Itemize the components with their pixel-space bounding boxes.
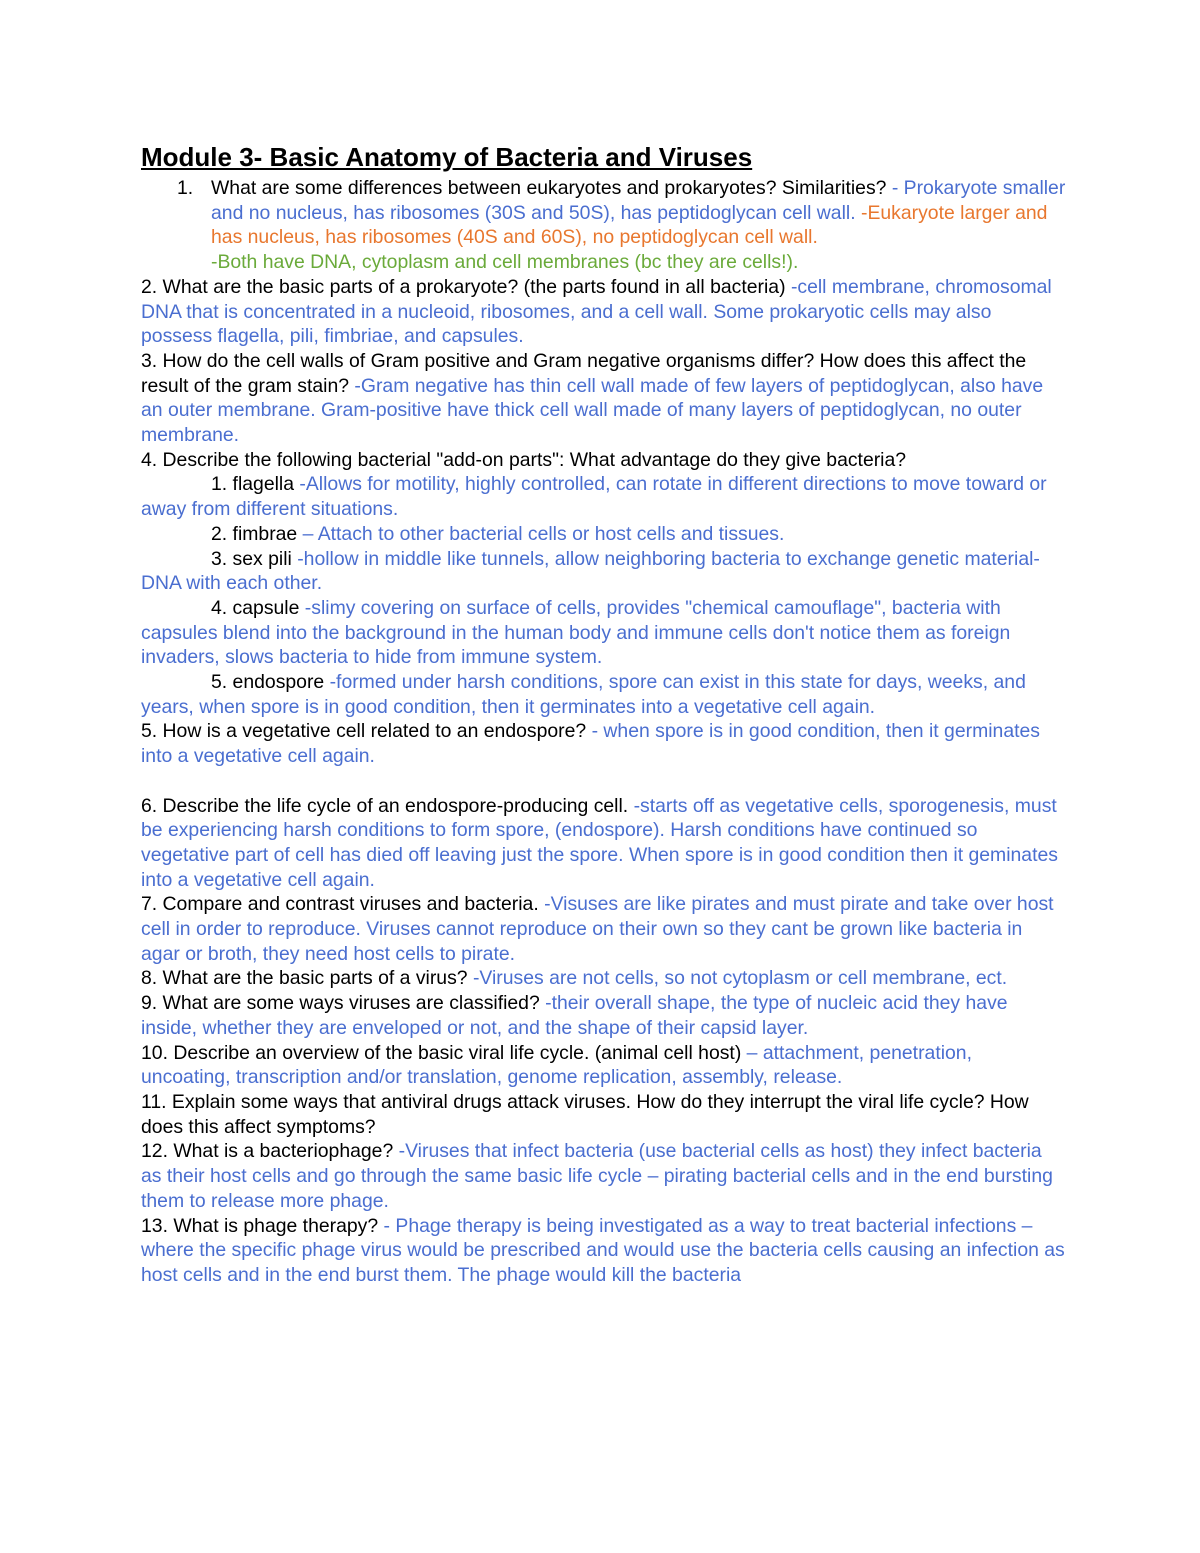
question-12 bbox=[141, 1139, 1066, 1213]
question-1-number: 1. bbox=[177, 177, 194, 199]
question-7 bbox=[141, 892, 1066, 966]
question-4-text: 4. Describe the following bacterial "add-on parts": What advantage do they give bacteria? bbox=[141, 448, 907, 471]
addon-part-capsule bbox=[141, 596, 1066, 670]
question-7-answer: -Visuses are like pirates and must pirate and take over host cell in order to reproduce. Viruses cannot reproduce on their own so they cant be grown like bacteria in agar or broth, they need host cells to pirate. bbox=[141, 893, 1054, 965]
question-5 bbox=[141, 719, 1066, 768]
question-2-answer: -cell membrane, chromosomal DNA that is concentrated in a nucleoid, ribosomes, and a cell wall. Some prokaryotic cells may also possess flagella, pili, fimbriae, and capsules. bbox=[141, 275, 1052, 348]
question-9 bbox=[141, 991, 1066, 1040]
question-9-text: 9. What are some ways viruses are classified? bbox=[141, 992, 546, 1015]
question-11 bbox=[141, 1090, 1066, 1139]
question-1 bbox=[141, 176, 1066, 275]
question-12-answer: -Viruses that infect bacteria (use bacterial cells as host) they infect bacteria as their host cells and go through the same basic life cycle – pirating bacterial cells and in the end bursting them to release more phage. bbox=[141, 1140, 1053, 1212]
question-8-text: 8. What are the basic parts of a virus? bbox=[141, 967, 473, 990]
question-3-answer: -Gram negative has thin cell wall made of few layers of peptidoglycan, also have an outer membrane. Gram-positive have thick cell wall made of many layers of peptidoglycan, no outer membrane. bbox=[141, 374, 1044, 447]
blank-line bbox=[141, 769, 1066, 794]
question-6 bbox=[141, 794, 1066, 893]
question-3 bbox=[141, 349, 1066, 448]
question-1-answer-similarities: -Both have DNA, cytoplasm and cell membranes (bc they are cells!). bbox=[211, 251, 799, 274]
question-4 bbox=[141, 448, 1066, 473]
addon-part-answer: -hollow in middle like tunnels, allow neighboring bacteria to exchange genetic material-DNA with each other. bbox=[141, 547, 1040, 595]
question-6-text: 6. Describe the life cycle of an endospore-producing cell. bbox=[141, 794, 634, 817]
question-10 bbox=[141, 1041, 1066, 1090]
addon-part-answer: -Allows for motility, highly controlled, can rotate in different directions to move toward or away from different situations. bbox=[141, 473, 1047, 521]
addon-part-answer: -slimy covering on surface of cells, provides "chemical camouflage", bacteria with capsules blend into the background in the human body and immune cells don't notice them as foreign invaders, slows bacteria to hide from immune system. bbox=[141, 596, 1011, 669]
question-6-answer: -starts off as vegetative cells, sporogenesis, must be experiencing harsh conditions to form spore, (endospore). Harsh conditions have continued so vegetative part of cell has died off leaving just the spore. When spore is in good condition then it geminates into a vegetative cell again. bbox=[141, 794, 1058, 891]
addon-part-label: 1. flagella bbox=[211, 473, 300, 496]
question-1-answer-prokaryote: - Prokaryote smaller and no nucleus, has ribosomes (30S and 50S), has peptidoglycan cell wall. bbox=[211, 177, 1066, 224]
question-13-answer: - Phage therapy is being investigated as a way to treat bacterial infections – where the specific phage virus would be prescribed and would use the bacteria cells causing an infection as host cells and in the end burst them. The phage would kill the bacteria bbox=[141, 1214, 1065, 1286]
question-2-text: 2. What are the basic parts of a prokaryote? (the parts found in all bacteria) bbox=[141, 275, 791, 298]
question-8 bbox=[141, 966, 1066, 991]
addon-part-fimbrae bbox=[141, 522, 1066, 547]
question-10-answer: – attachment, penetration, uncoating, transcription and/or translation, genome replication, assembly, release. bbox=[141, 1041, 972, 1089]
question-11-text: 11. Explain some ways that antiviral drugs attack viruses. How do they interrupt the viral life cycle? How does this affect symptoms? bbox=[141, 1091, 1029, 1138]
addon-part-label: 3. sex pili bbox=[211, 547, 298, 570]
page-title: Module 3- Basic Anatomy of Bacteria and Viruses bbox=[141, 142, 753, 172]
question-7-text: 7. Compare and contrast viruses and bacteria. bbox=[141, 893, 545, 916]
question-5-text: 5. How is a vegetative cell related to an endospore? bbox=[141, 720, 592, 743]
question-1-text: What are some differences between eukaryotes and prokaryotes? Similarities? bbox=[211, 177, 892, 199]
question-2 bbox=[141, 275, 1066, 349]
document-page bbox=[141, 140, 1066, 1288]
question-10-text: 10. Describe an overview of the basic viral life cycle. (animal cell host) bbox=[141, 1041, 747, 1064]
addon-part-label: 5. endospore bbox=[211, 671, 330, 694]
addon-part-flagella bbox=[141, 472, 1066, 521]
question-9-answer: -their overall shape, the type of nucleic acid they have inside, whether they are enveloped or not, and the shape of their capsid layer. bbox=[141, 992, 1008, 1039]
addon-part-label: 2. fimbrae bbox=[211, 522, 303, 545]
question-12-text: 12. What is a bacteriophage? bbox=[141, 1140, 399, 1163]
addon-part-answer: -formed under harsh conditions, spore can exist in this state for days, weeks, and years, when spore is in good condition, then it germinates into a vegetative cell again. bbox=[141, 671, 1026, 718]
addon-part-label: 4. capsule bbox=[211, 596, 305, 619]
question-5-answer: - when spore is in good condition, then it germinates into a vegetative cell again. bbox=[141, 720, 1040, 768]
question-8-answer: -Viruses are not cells, so not cytoplasm or cell membrane, ect. bbox=[472, 967, 1008, 990]
addon-part-sex-pili bbox=[141, 547, 1066, 596]
question-13-text: 13. What is phage therapy? bbox=[141, 1214, 384, 1237]
addon-part-answer: – Attach to other bacterial cells or host cells and tissues. bbox=[302, 522, 785, 545]
addon-part-endospore bbox=[141, 670, 1066, 719]
question-13 bbox=[141, 1214, 1066, 1288]
question-3-text: 3. How do the cell walls of Gram positive and Gram negative organisms differ? How does this affect the result of the gram stain? bbox=[141, 349, 1027, 397]
question-1-answer-eukaryote: -Eukaryote larger and has nucleus, has ribosomes (40S and 60S), no peptidoglycan cell wall. bbox=[211, 201, 1048, 249]
